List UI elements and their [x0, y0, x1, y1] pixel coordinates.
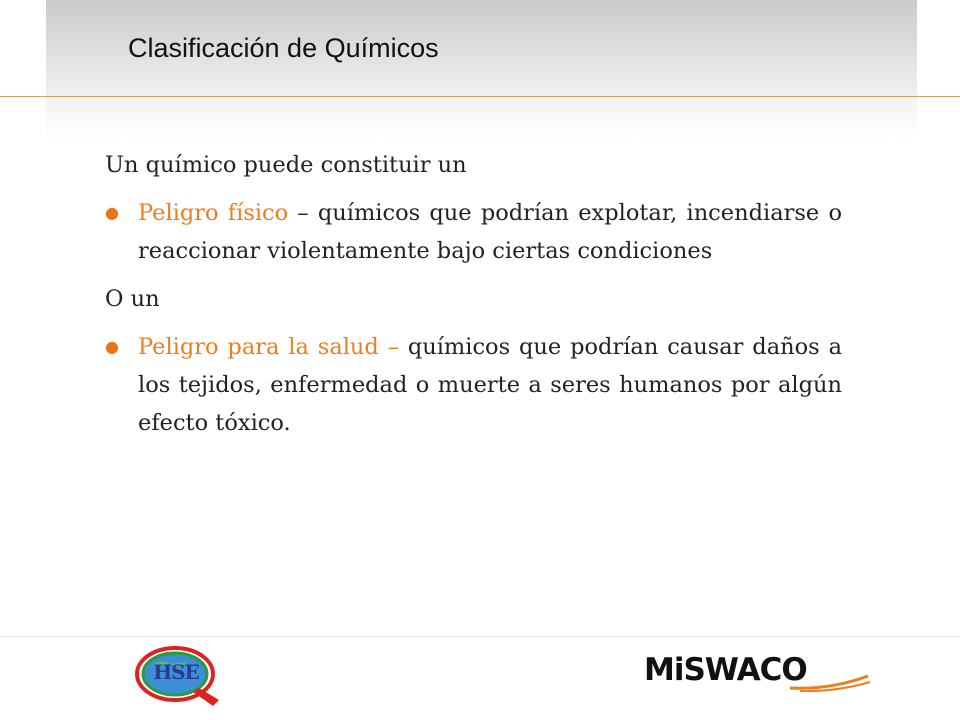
bullet-dot-icon: ●	[105, 337, 119, 356]
slide-title: Clasificación de Químicos	[128, 33, 439, 63]
intro-text: Un químico puede constituir un	[105, 152, 467, 178]
bullet-text	[138, 328, 842, 442]
health-hazard-term: Peligro para la salud –	[138, 334, 399, 360]
bullet-dot-icon: ●	[105, 203, 119, 222]
health-hazard-description: químicos que podrían causar daños a los tejidos, enfermedad o muerte a seres humanos por algún efecto tóxico.	[138, 334, 842, 436]
footer-divider	[0, 636, 960, 637]
title-divider	[0, 96, 960, 97]
hse-logo-text: HSE	[153, 660, 199, 684]
mi-swaco-logo-text: MiSWACO	[644, 652, 807, 688]
slide-content	[105, 146, 842, 442]
bullet-item-health	[105, 328, 842, 442]
bullet-item-physical	[105, 194, 842, 270]
connector-text: O un	[105, 286, 160, 312]
physical-hazard-term: Peligro físico	[138, 200, 289, 226]
physical-hazard-description: – químicos que podrían explotar, incendiarse o reaccionar violentamente bajo ciertas condiciones	[138, 200, 842, 264]
header-band	[46, 0, 917, 140]
bullet-text	[138, 194, 842, 270]
